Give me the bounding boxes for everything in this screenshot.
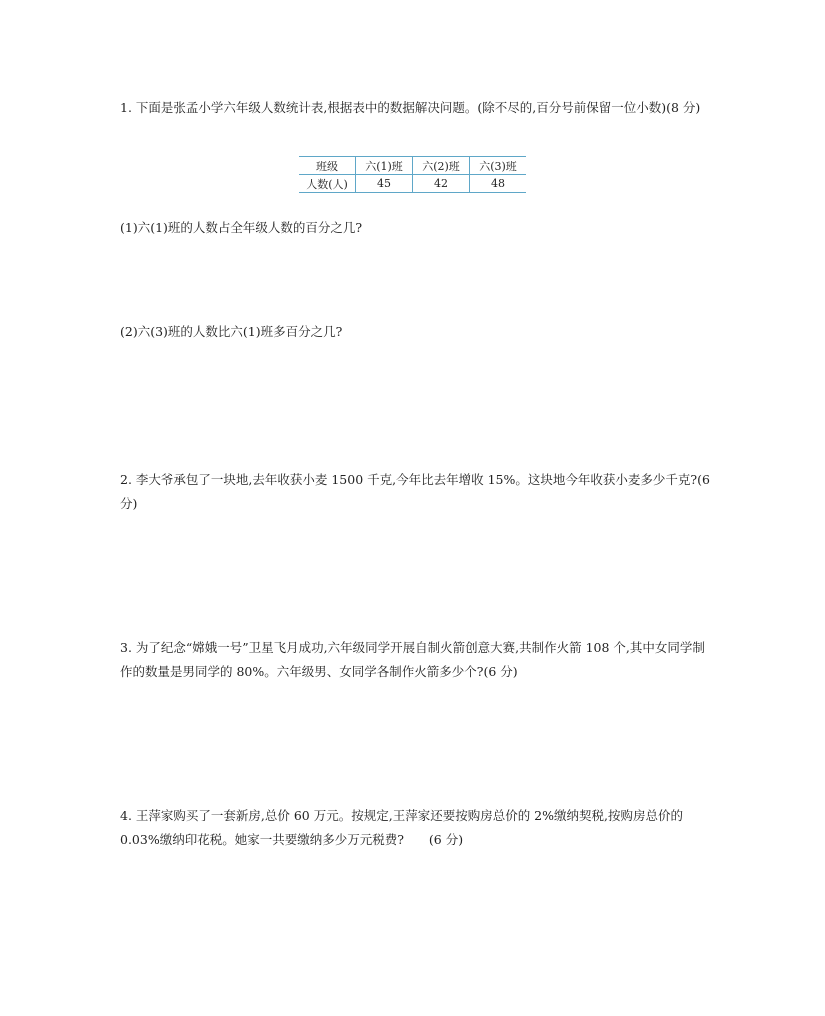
- question-3: 3. 为了纪念“嫦娥一号”卫星飞月成功,六年级同学开展自制火箭创意大赛,共制作火箭 108 个,其中女同学制作的数量是男同学的 80%。六年级男、女同学各制作火箭多少个?(6 分): [120, 640, 705, 679]
- table-cell: 48: [470, 175, 527, 193]
- table-header-row: [299, 157, 526, 175]
- table-cell: 六(2)班: [413, 157, 470, 175]
- table-cell: 六(3)班: [470, 157, 527, 175]
- table-cell: 人数(人): [299, 175, 356, 193]
- question-1: 1. 下面是张孟小学六年级人数统计表,根据表中的数据解决问题。(除不尽的,百分号前保留一位小数)(8 分): [120, 100, 701, 115]
- question-1-part-2: (2)六(3)班的人数比六(1)班多百分之几?: [120, 324, 343, 339]
- class-size-table: [299, 156, 526, 193]
- question-1-part-1: (1)六(1)班的人数占全年级人数的百分之几?: [120, 220, 363, 235]
- table-cell: 班级: [299, 157, 356, 175]
- table-cell: 六(1)班: [356, 157, 413, 175]
- table-cell: 42: [413, 175, 470, 193]
- question-4: 4. 王萍家购买了一套新房,总价 60 万元。按规定,王萍家还要按购房总价的 2%缴纳契税,按购房总价的 0.03%缴纳印花税。她家一共要缴纳多少万元税费? (6 分): [120, 808, 683, 847]
- table-row: [299, 175, 526, 193]
- question-2: 2. 李大爷承包了一块地,去年收获小麦 1500 千克,今年比去年增收 15%。这块地今年收获小麦多少千克?(6 分): [120, 472, 710, 511]
- table-cell: 45: [356, 175, 413, 193]
